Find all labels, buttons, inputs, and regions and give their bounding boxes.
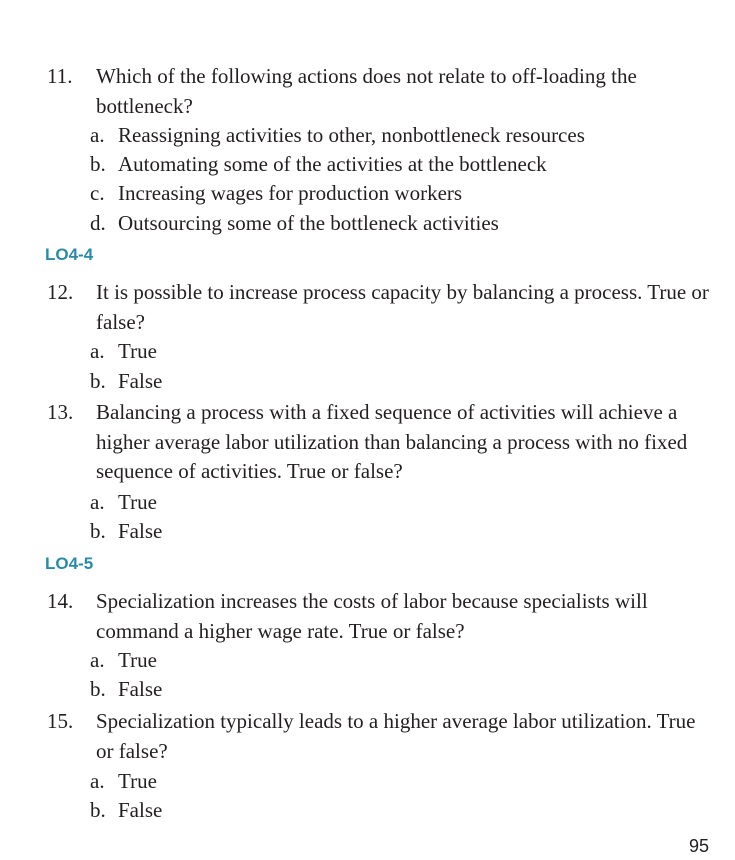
option-text: Reassigning activities to other, nonbottleneck resources xyxy=(118,123,585,147)
option-letter: b. xyxy=(90,369,106,393)
question-number: 14. xyxy=(47,589,74,613)
question-text: Balancing a process with a fixed sequence of activities will achieve a higher average labor utilization than balancing a process with no fixed sequence of activities. True or false? xyxy=(96,400,688,483)
option-text: False xyxy=(118,798,163,822)
option-11c xyxy=(90,179,462,208)
option-text: True xyxy=(118,339,157,363)
question-text: Which of the following actions does not relate to off-loading the bottleneck? xyxy=(96,64,637,118)
option-letter: a. xyxy=(90,339,105,363)
section-label-lo4-4: LO4-4 xyxy=(45,245,94,264)
question-text: It is possible to increase process capacity by balancing a process. True or false? xyxy=(96,280,709,334)
option-text: True xyxy=(118,490,157,514)
option-11d xyxy=(90,209,499,238)
option-13a xyxy=(90,488,157,517)
option-text: False xyxy=(118,519,163,543)
question-11 xyxy=(47,62,712,121)
option-11b xyxy=(90,150,547,179)
option-14b xyxy=(90,675,162,704)
question-number: 13. xyxy=(47,400,74,424)
question-14 xyxy=(47,587,712,646)
option-text: Automating some of the activities at the bottleneck xyxy=(118,152,547,176)
question-number: 15. xyxy=(47,709,74,733)
question-text: Specialization typically leads to a higher average labor utilization. True or false? xyxy=(96,709,696,763)
option-14a xyxy=(90,646,157,675)
option-letter: c. xyxy=(90,181,105,205)
option-12a xyxy=(90,337,157,366)
option-letter: a. xyxy=(90,490,105,514)
option-15a xyxy=(90,767,157,796)
option-letter: b. xyxy=(90,798,106,822)
option-15b xyxy=(90,796,162,825)
option-11a xyxy=(90,121,585,150)
option-12b xyxy=(90,367,162,396)
option-text: True xyxy=(118,769,157,793)
option-letter: b. xyxy=(90,519,106,543)
option-13b xyxy=(90,517,162,546)
option-text: Outsourcing some of the bottleneck activities xyxy=(118,211,499,235)
option-text: Increasing wages for production workers xyxy=(118,181,463,205)
question-15 xyxy=(47,707,712,766)
option-text: False xyxy=(118,369,163,393)
question-number: 12. xyxy=(47,280,74,304)
option-letter: b. xyxy=(90,152,106,176)
option-letter: d. xyxy=(90,211,106,235)
section-label-lo4-5: LO4-5 xyxy=(45,554,94,573)
option-letter: a. xyxy=(90,769,105,793)
option-text: True xyxy=(118,648,157,672)
option-letter: a. xyxy=(90,123,105,147)
question-number: 11. xyxy=(47,64,73,88)
question-12 xyxy=(47,278,712,337)
option-text: False xyxy=(118,677,163,701)
option-letter: b. xyxy=(90,677,106,701)
option-letter: a. xyxy=(90,648,105,672)
question-text: Specialization increases the costs of labor because specialists will command a higher wage rate. True or false? xyxy=(96,589,648,643)
page-number: 95 xyxy=(688,836,709,856)
question-13 xyxy=(47,398,712,487)
